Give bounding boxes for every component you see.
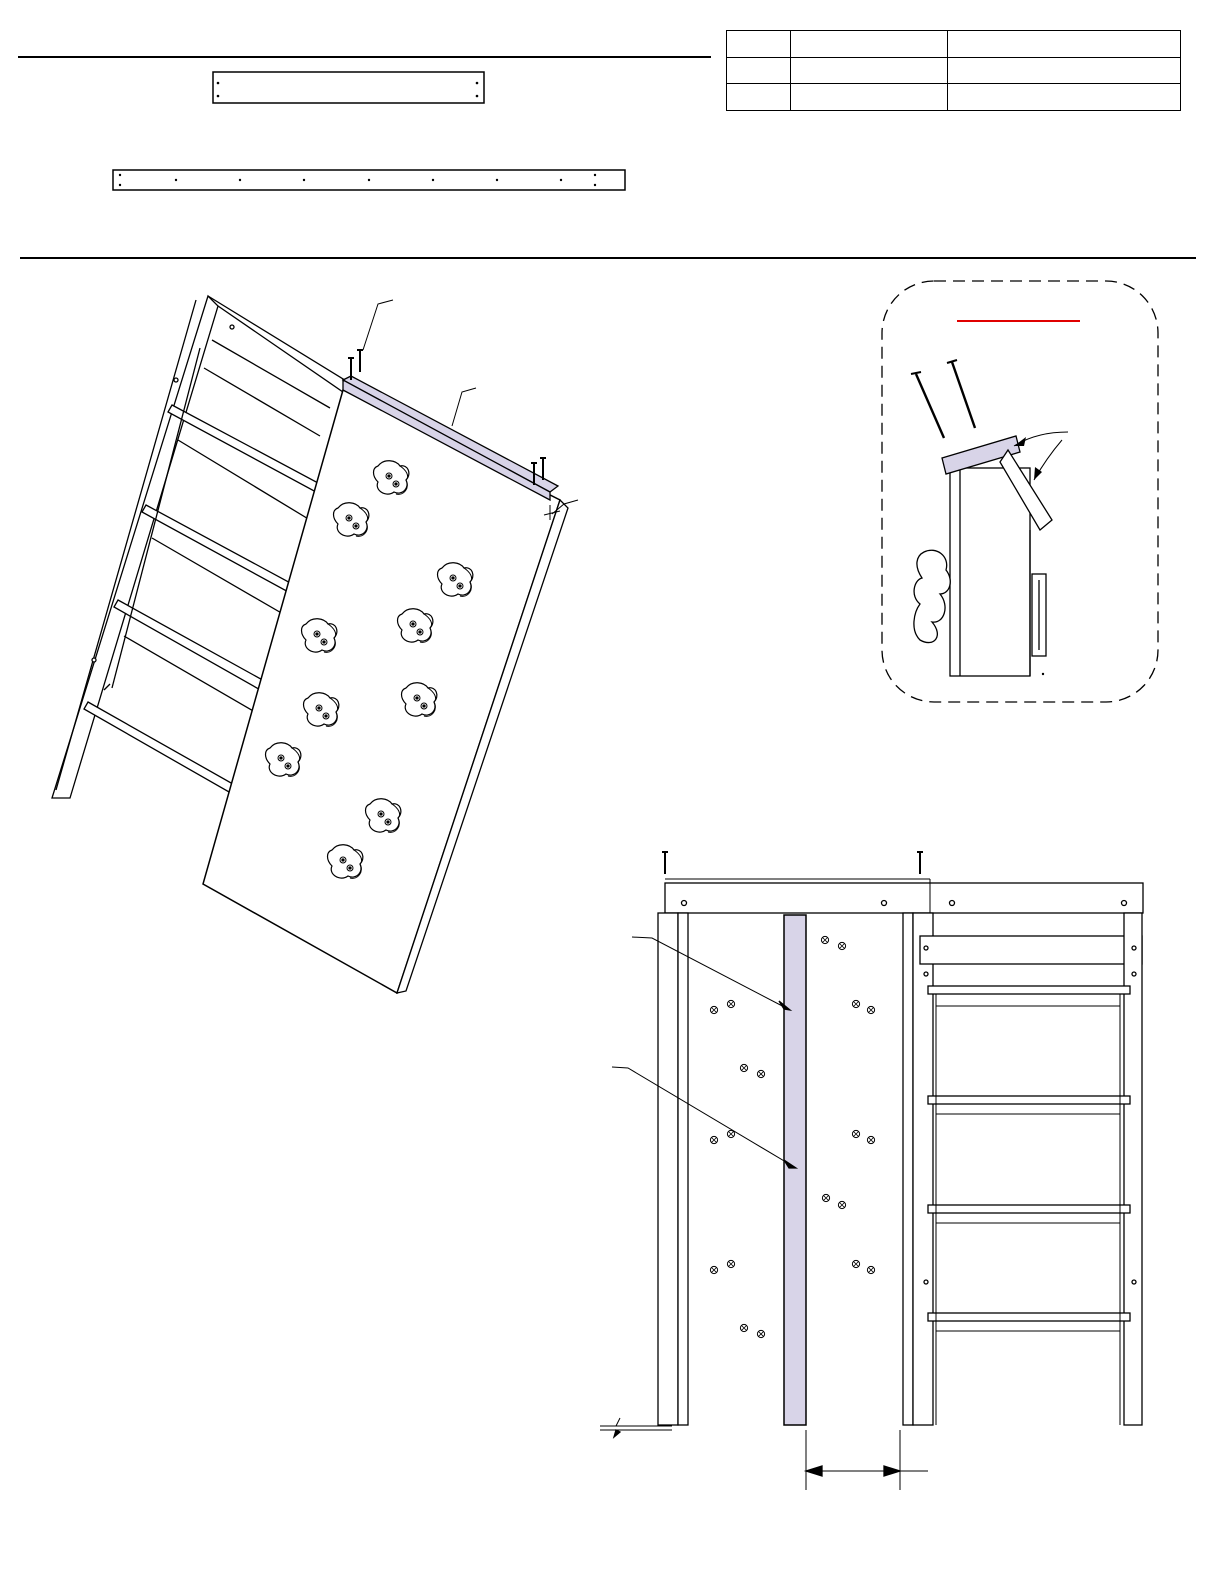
part-long-board (113, 170, 625, 190)
detail-callout (882, 281, 1158, 702)
isometric-assembly (52, 296, 578, 993)
front-elevation (600, 852, 1143, 1490)
part-short-board (213, 72, 484, 103)
